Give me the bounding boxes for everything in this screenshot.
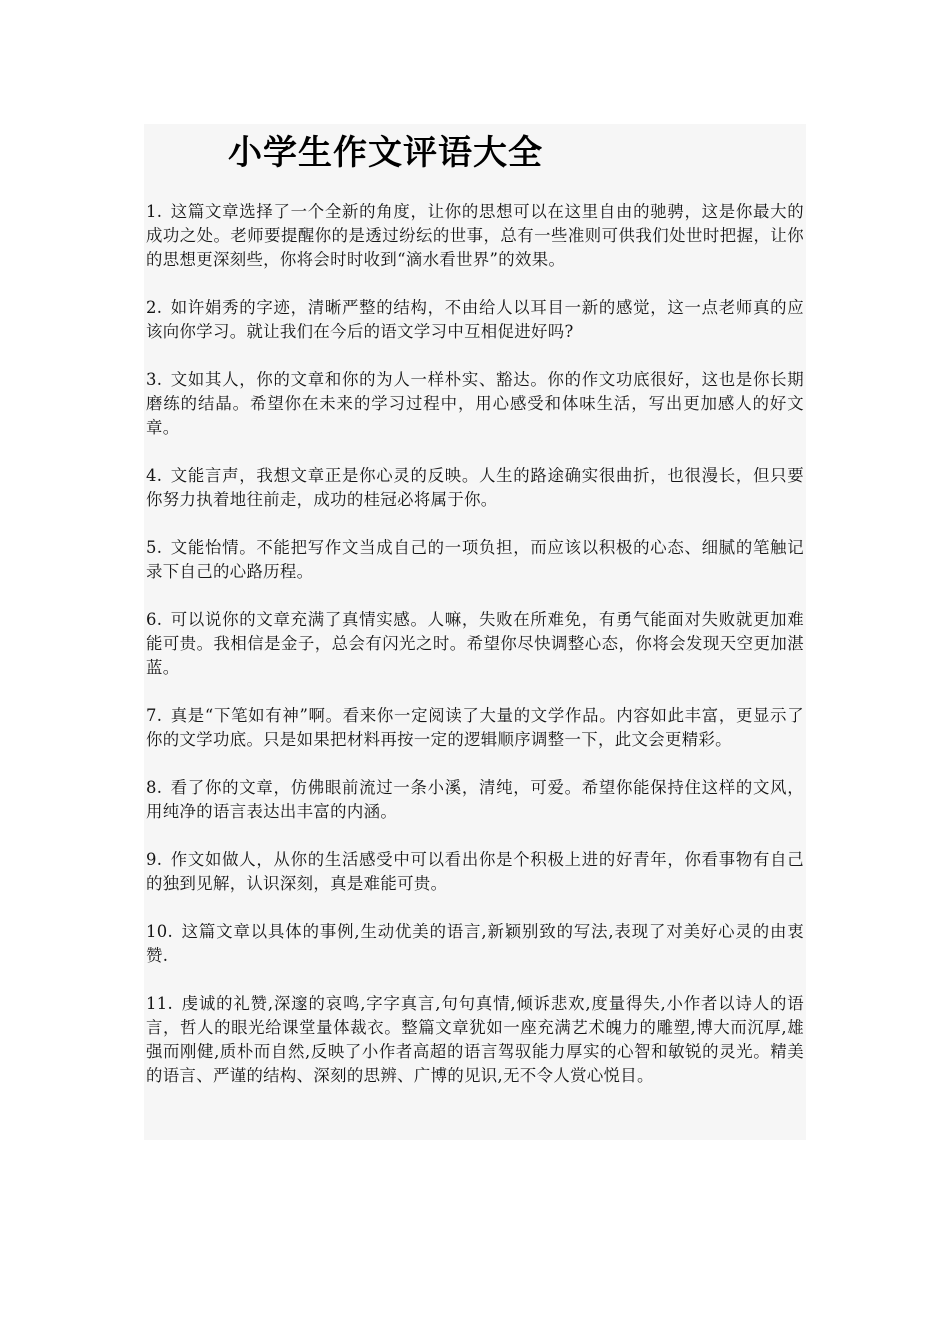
- item-text: 这篇文章以具体的事例,生动优美的语言,新颖别致的写法,表现了对美好心灵的由衷赞.: [146, 922, 804, 965]
- item-number: 6.: [146, 610, 163, 629]
- item-number: 7.: [146, 706, 163, 725]
- item-text: 看了你的文章，仿佛眼前流过一条小溪，清纯，可爱。希望你能保持住这样的文风，用纯净的语言表达出丰富的内涵。: [146, 778, 804, 821]
- page-title: 小学生作文评语大全: [228, 133, 543, 173]
- item-number: 3.: [146, 370, 163, 389]
- list-item: [144, 464, 806, 512]
- item-text: 可以说你的文章充满了真情实感。人嘛，失败在所难免，有勇气能面对失败就更加难能可贵。我相信是金子，总会有闪光之时。希望你尽快调整心态，你将会发现天空更加湛蓝。: [146, 610, 804, 677]
- list-item: [144, 920, 806, 968]
- document-page: [144, 124, 806, 1140]
- item-number: 11.: [146, 994, 174, 1013]
- item-text: 文能怡情。不能把写作文当成自己的一项负担，而应该以积极的心态、细腻的笔触记录下自己的心路历程。: [146, 538, 804, 581]
- item-text: 作文如做人，从你的生活感受中可以看出你是个积极上进的好青年，你看事物有自己的独到见解，认识深刻，真是难能可贵。: [146, 850, 804, 893]
- list-item: [144, 608, 806, 680]
- item-number: 9.: [146, 850, 163, 869]
- comment-list: [144, 200, 806, 1088]
- item-number: 1.: [146, 202, 163, 221]
- list-item: [144, 536, 806, 584]
- list-item: [144, 368, 806, 440]
- list-item: [144, 704, 806, 752]
- list-item: [144, 296, 806, 344]
- item-number: 8.: [146, 778, 163, 797]
- item-text: 真是“下笔如有神”啊。看来你一定阅读了大量的文学作品。内容如此丰富，更显示了你的文学功底。只是如果把材料再按一定的逻辑顺序调整一下，此文会更精彩。: [146, 706, 804, 749]
- list-item: [144, 200, 806, 272]
- item-text: 虔诚的礼赞,深邃的哀鸣,字字真言,句句真情,倾诉悲欢,度量得失,小作者以诗人的语言，哲人的眼光给课堂量体裁衣。整篇文章犹如一座充满艺术魄力的雕塑,博大而沉厚,雄强而刚健,质朴而自然,反映了小作者高超的语言驾驭能力厚实的心智和敏锐的灵光。精美的语言、严谨的结构、深刻的思辨、广博的见识,无不令人赏心悦目。: [146, 994, 804, 1085]
- item-number: 10.: [146, 922, 174, 941]
- list-item: [144, 776, 806, 824]
- item-number: 5.: [146, 538, 163, 557]
- list-item: [144, 992, 806, 1088]
- list-item: [144, 848, 806, 896]
- item-text: 这篇文章选择了一个全新的角度，让你的思想可以在这里自由的驰骋，这是你最大的成功之处。老师要提醒你的是透过纷纭的世事，总有一些准则可供我们处世时把握，让你的思想更深刻些，你将会时时收到“滴水看世界”的效果。: [146, 202, 804, 269]
- item-text: 文如其人，你的文章和你的为人一样朴实、豁达。你的作文功底很好，这也是你长期磨练的结晶。希望你在未来的学习过程中，用心感受和体味生活，写出更加感人的好文章。: [146, 370, 804, 437]
- item-text: 文能言声，我想文章正是你心灵的反映。人生的路途确实很曲折，也很漫长，但只要你努力执着地往前走，成功的桂冠必将属于你。: [146, 466, 804, 509]
- item-number: 4.: [146, 466, 163, 485]
- item-text: 如许娟秀的字迹，清晰严整的结构，不由给人以耳目一新的感觉，这一点老师真的应该向你学习。就让我们在今后的语文学习中互相促进好吗?: [146, 298, 804, 341]
- item-number: 2.: [146, 298, 163, 317]
